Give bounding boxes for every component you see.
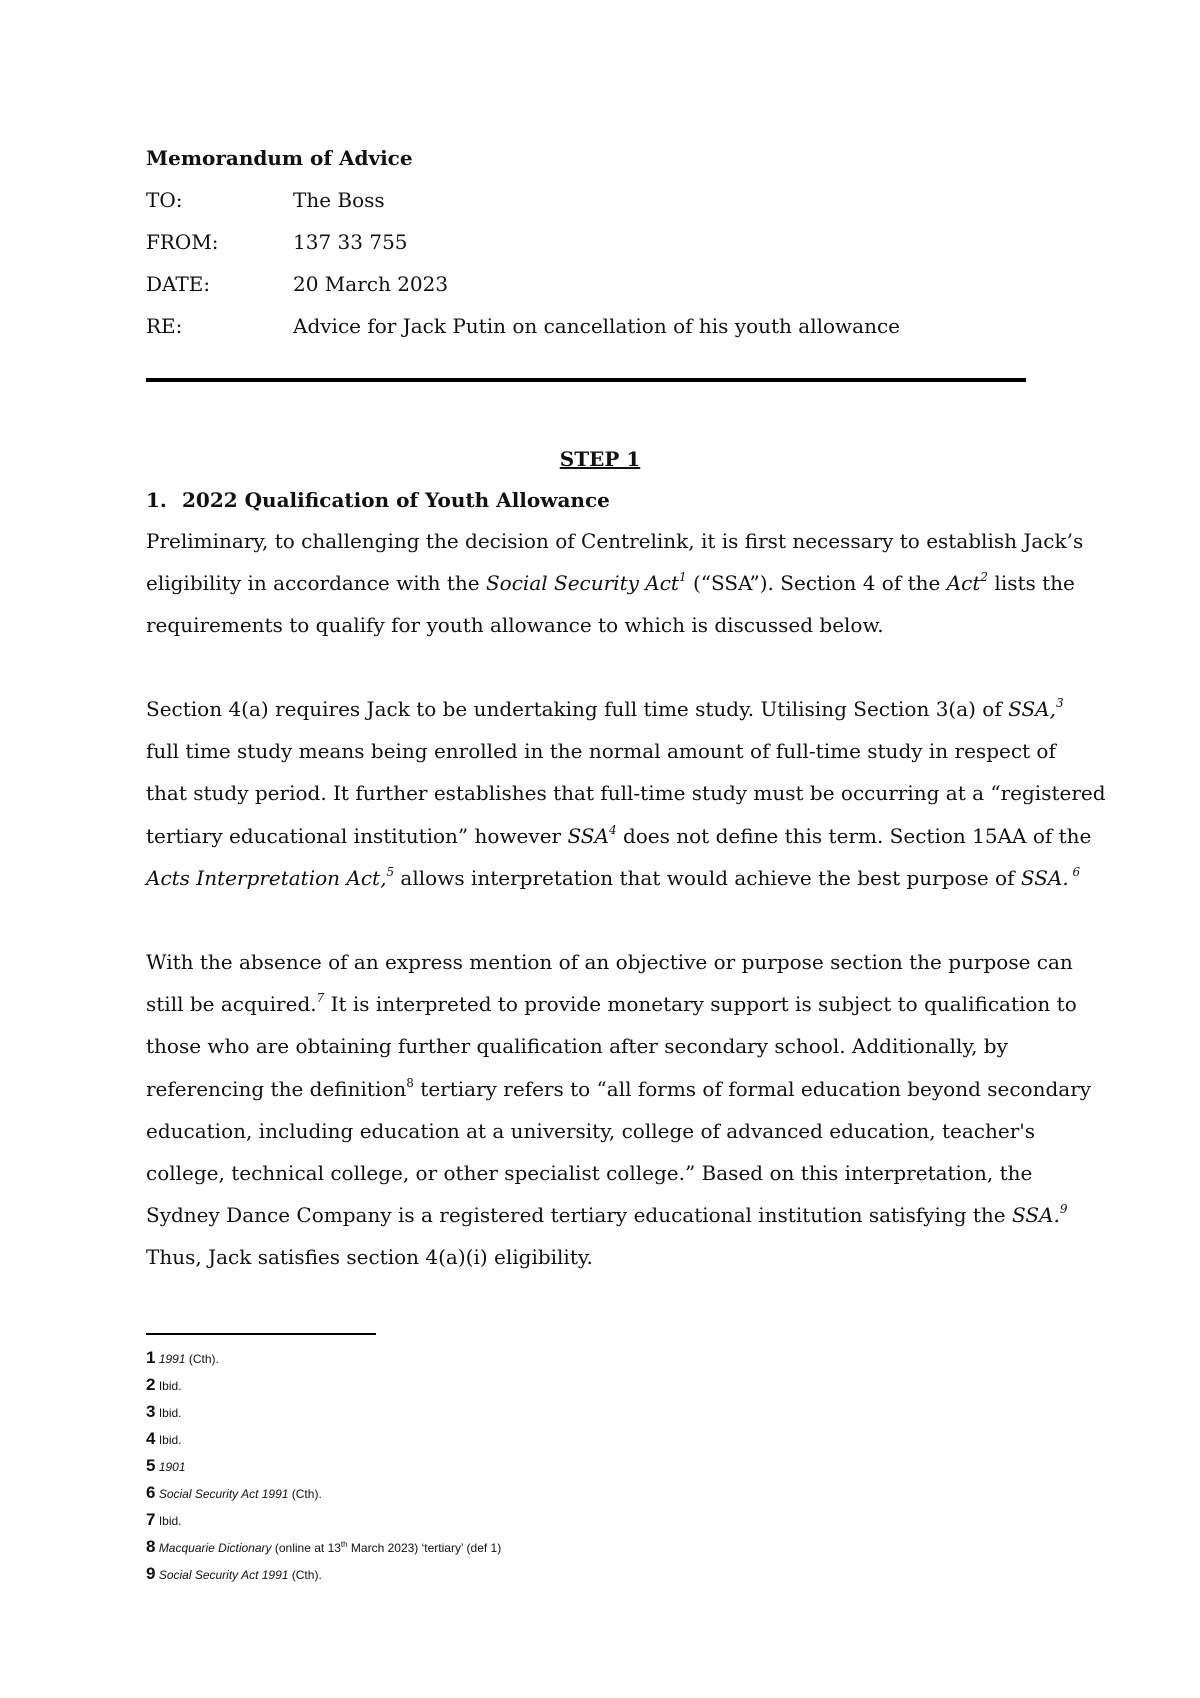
footnote [146, 1534, 501, 1561]
footnote-ref[interactable]: 7 [316, 991, 325, 1006]
footnote-number: 6 [146, 1483, 156, 1502]
footnote-text: Social Security Act 1991 [158, 1487, 289, 1501]
footnote-ref[interactable]: 5 [386, 864, 395, 879]
paragraph-1 [146, 520, 1084, 647]
act-citation: Act [946, 571, 981, 596]
act-citation: Social Security Act [485, 571, 679, 596]
footnote [146, 1399, 501, 1426]
header-value: Advice for Jack Putin on cancellation of his youth allowance [293, 314, 900, 338]
paragraph-3 [146, 941, 1092, 1279]
footnote-text: Ibid. [158, 1514, 182, 1528]
footnote-text: 1901 [158, 1460, 186, 1474]
act-citation: SSA [567, 823, 609, 848]
footnote-ref[interactable]: 6 [1068, 864, 1081, 879]
text-line: education, including education at a university, college of advanced education, teacher's [146, 1118, 1036, 1143]
text-run: Section 4(a) requires Jack to be undertaking full time study. Utilising Section 3(a) of [146, 697, 1009, 721]
text-line: those who are obtaining further qualification after secondary school. Additionally, by [146, 1034, 1008, 1059]
footnote-text: Macquarie Dictionary [158, 1541, 272, 1555]
footnote-separator [146, 1333, 376, 1335]
text-run: still be acquired. [146, 992, 317, 1017]
text-line [146, 562, 1075, 604]
text-run: referencing the definition [146, 1076, 407, 1101]
act-citation: SSA. [1020, 865, 1069, 890]
footnote-number: 9 [146, 1564, 156, 1583]
text-line: full time study means being enrolled in the normal amount of full-time study in respect of [146, 739, 1056, 764]
footnote-ref[interactable]: 9 [1059, 1202, 1068, 1217]
text-run: tertiary educational institution” however [146, 823, 568, 848]
text-line: requirements to qualify for youth allowance to which is discussed below. [146, 613, 884, 638]
footnote-text: (Cth). [185, 1352, 219, 1366]
text-run: tertiary refers to “all forms of formal education beyond secondary [413, 1076, 1092, 1101]
footnote [146, 1426, 501, 1453]
footnote-text: th [340, 1540, 348, 1549]
text-run: It is interpreted to provide monetary support is subject to qualification to [324, 992, 1077, 1017]
text-line: that study period. It further establishes that full-time study must be occurring at a “registered [146, 781, 1106, 806]
footnote-number: 5 [146, 1456, 156, 1475]
text-line: Thus, Jack satisfies section 4(a)(i) eligibility. [146, 1245, 593, 1270]
text-run: Sydney Dance Company is a registered tertiary educational institution satisfying the [146, 1203, 1012, 1228]
header-value: The Boss [293, 188, 385, 212]
footnote-text: (online at 13 [271, 1541, 341, 1555]
text-run: allows interpretation that would achieve the best purpose of [394, 865, 1021, 890]
footnote-text: Ibid. [158, 1379, 182, 1393]
footnote-text: Ibid. [158, 1406, 182, 1420]
footnote [146, 1561, 501, 1588]
footnote [146, 1345, 501, 1372]
footnote [146, 1507, 501, 1534]
footnote-text: (Cth). [288, 1487, 322, 1501]
header-label: FROM: [146, 230, 219, 254]
section-number: 1. [146, 488, 167, 512]
text-run: eligibility in accordance with the [146, 571, 486, 596]
footnote-text: Ibid. [158, 1433, 182, 1447]
section-title: 2022 Qualification of Youth Allowance [182, 488, 610, 512]
memo-title: Memorandum of Advice [146, 146, 413, 170]
section-heading [146, 488, 610, 512]
header-label: TO: [146, 188, 183, 212]
footnote-ref[interactable]: 2 [980, 570, 989, 585]
footnote-number: 1 [146, 1348, 156, 1367]
footnote-number: 2 [146, 1375, 156, 1394]
header-label: RE: [146, 314, 183, 338]
header-label: DATE: [146, 272, 211, 296]
footnote-ref[interactable]: 4 [608, 822, 617, 837]
act-citation: SSA, [1008, 697, 1056, 721]
footnote-ref[interactable]: 3 [1055, 696, 1064, 710]
footnote [146, 1453, 501, 1480]
text-line [146, 688, 1066, 730]
text-run: lists the [988, 571, 1075, 596]
footnote-number: 3 [146, 1402, 156, 1421]
footnote-text: (Cth). [288, 1568, 322, 1582]
text-line [146, 857, 1081, 899]
step-title: STEP 1 [559, 447, 641, 471]
header-divider [146, 378, 1026, 382]
header-value: 137 33 755 [293, 230, 408, 254]
footnote-number: 4 [146, 1429, 156, 1448]
text-line [146, 1194, 1066, 1236]
text-line: With the absence of an express mention of an objective or purpose section the purpose can [146, 950, 1073, 974]
text-line [146, 815, 1092, 857]
text-line: college, technical college, or other specialist college.” Based on this interpretation, the [146, 1161, 1033, 1186]
act-citation: Acts Interpretation Act, [146, 865, 387, 890]
text-run: (“SSA”). Section 4 of the [686, 571, 947, 596]
footnote [146, 1480, 501, 1507]
text-line [146, 1068, 1092, 1110]
paragraph-2 [146, 688, 1106, 899]
footnote-text: Social Security Act 1991 [158, 1568, 289, 1582]
footnote-ref[interactable]: 8 [406, 1075, 414, 1090]
header-value: 20 March 2023 [293, 272, 449, 296]
footnote-number: 8 [146, 1537, 156, 1556]
footnote [146, 1372, 501, 1399]
act-citation: SSA. [1012, 1203, 1060, 1228]
footnote-number: 7 [146, 1510, 156, 1529]
footnote-text: March 2023) ‘tertiary’ (def 1) [347, 1541, 502, 1555]
footnotes [146, 1345, 501, 1588]
footnote-text: 1991 [158, 1352, 186, 1366]
footnote-ref[interactable]: 1 [678, 570, 687, 585]
text-run: does not define this term. Section 15AA of the [616, 823, 1092, 848]
text-line: Preliminary, to challenging the decision of Centrelink, it is first necessary to establish Jack’s [146, 529, 1084, 553]
text-line [146, 983, 1077, 1025]
